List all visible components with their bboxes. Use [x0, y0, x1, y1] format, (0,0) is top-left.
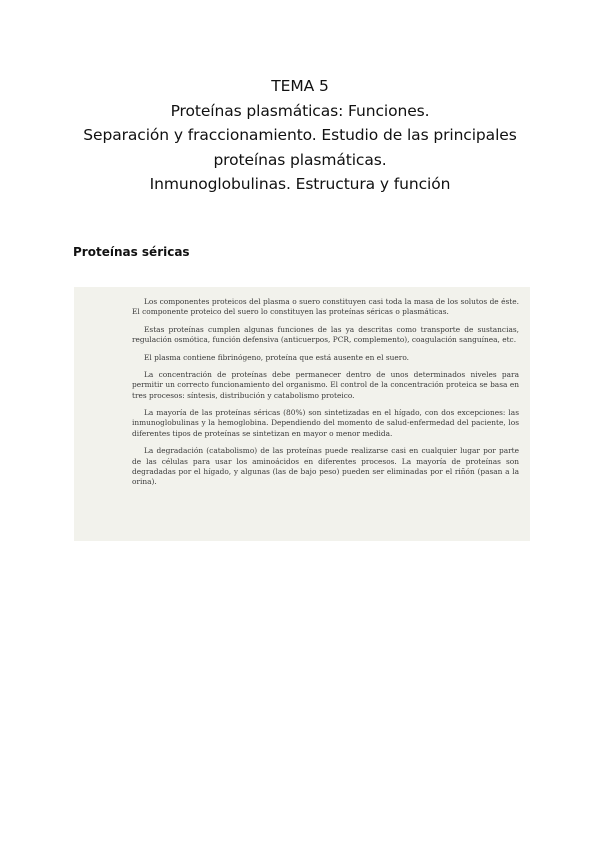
scanned-text-image — [74, 287, 530, 541]
scan-paragraph: Los componentes proteicos del plasma o suero constituyen casi toda la masa de los solutos de éste. El componente proteico del suero lo constituyen las proteínas séricas o plasmáticas. — [132, 297, 519, 317]
title-line-main-proteins: proteínas plasmáticas. — [213, 150, 387, 169]
section-heading: Proteínas séricas — [73, 245, 190, 259]
title-line-separation: Separación y fraccionamiento. Estudio de las principales — [83, 126, 517, 144]
title-line-plasma-proteins: Proteínas plasmáticas: Funciones. — [170, 101, 430, 120]
scan-paragraph: La degradación (catabolismo) de las proteínas puede realizarse casi en cualquier lugar por parte de las células para usar los aminoácidos en diferentes procesos. La mayoría de proteínas son degradadas por el hígado, y algunas (las de bajo peso) pueden ser eliminadas por el riñón (pasan a la orina). — [132, 446, 519, 487]
scan-paragraph: Estas proteínas cumplen algunas funciones de las ya descritas como transporte de sustancias, regulación osmótica, función defensiva (anticuerpos, PCR, complemento), coagulación sanguínea, etc. — [132, 324, 519, 345]
scan-paragraph: El plasma contiene fibrinógeno, proteína que está ausente en el suero. — [144, 352, 410, 362]
title-line-immunoglobulins: Inmunoglobulinas. Estructura y función — [149, 175, 451, 193]
scan-paragraph: La concentración de proteínas debe permanecer dentro de unos determinados niveles para permitir un correcto funcionamiento del organismo. El control de la concentración proteica se basa en tres procesos: síntesis, distribución y catabolismo proteico. — [132, 370, 519, 400]
scan-paragraph: La mayoría de las proteínas séricas (80%) son sintetizadas en el hígado, con dos excepciones: las inmunoglobulinas y la hemoglobina. Dependiendo del momento de salud-enfermedad del paciente, los diferentes tipos de proteínas se sintetizan en mayor o menor medida. — [132, 408, 519, 438]
document-title — [0, 74, 600, 197]
title-line-topic: TEMA 5 — [271, 77, 329, 95]
